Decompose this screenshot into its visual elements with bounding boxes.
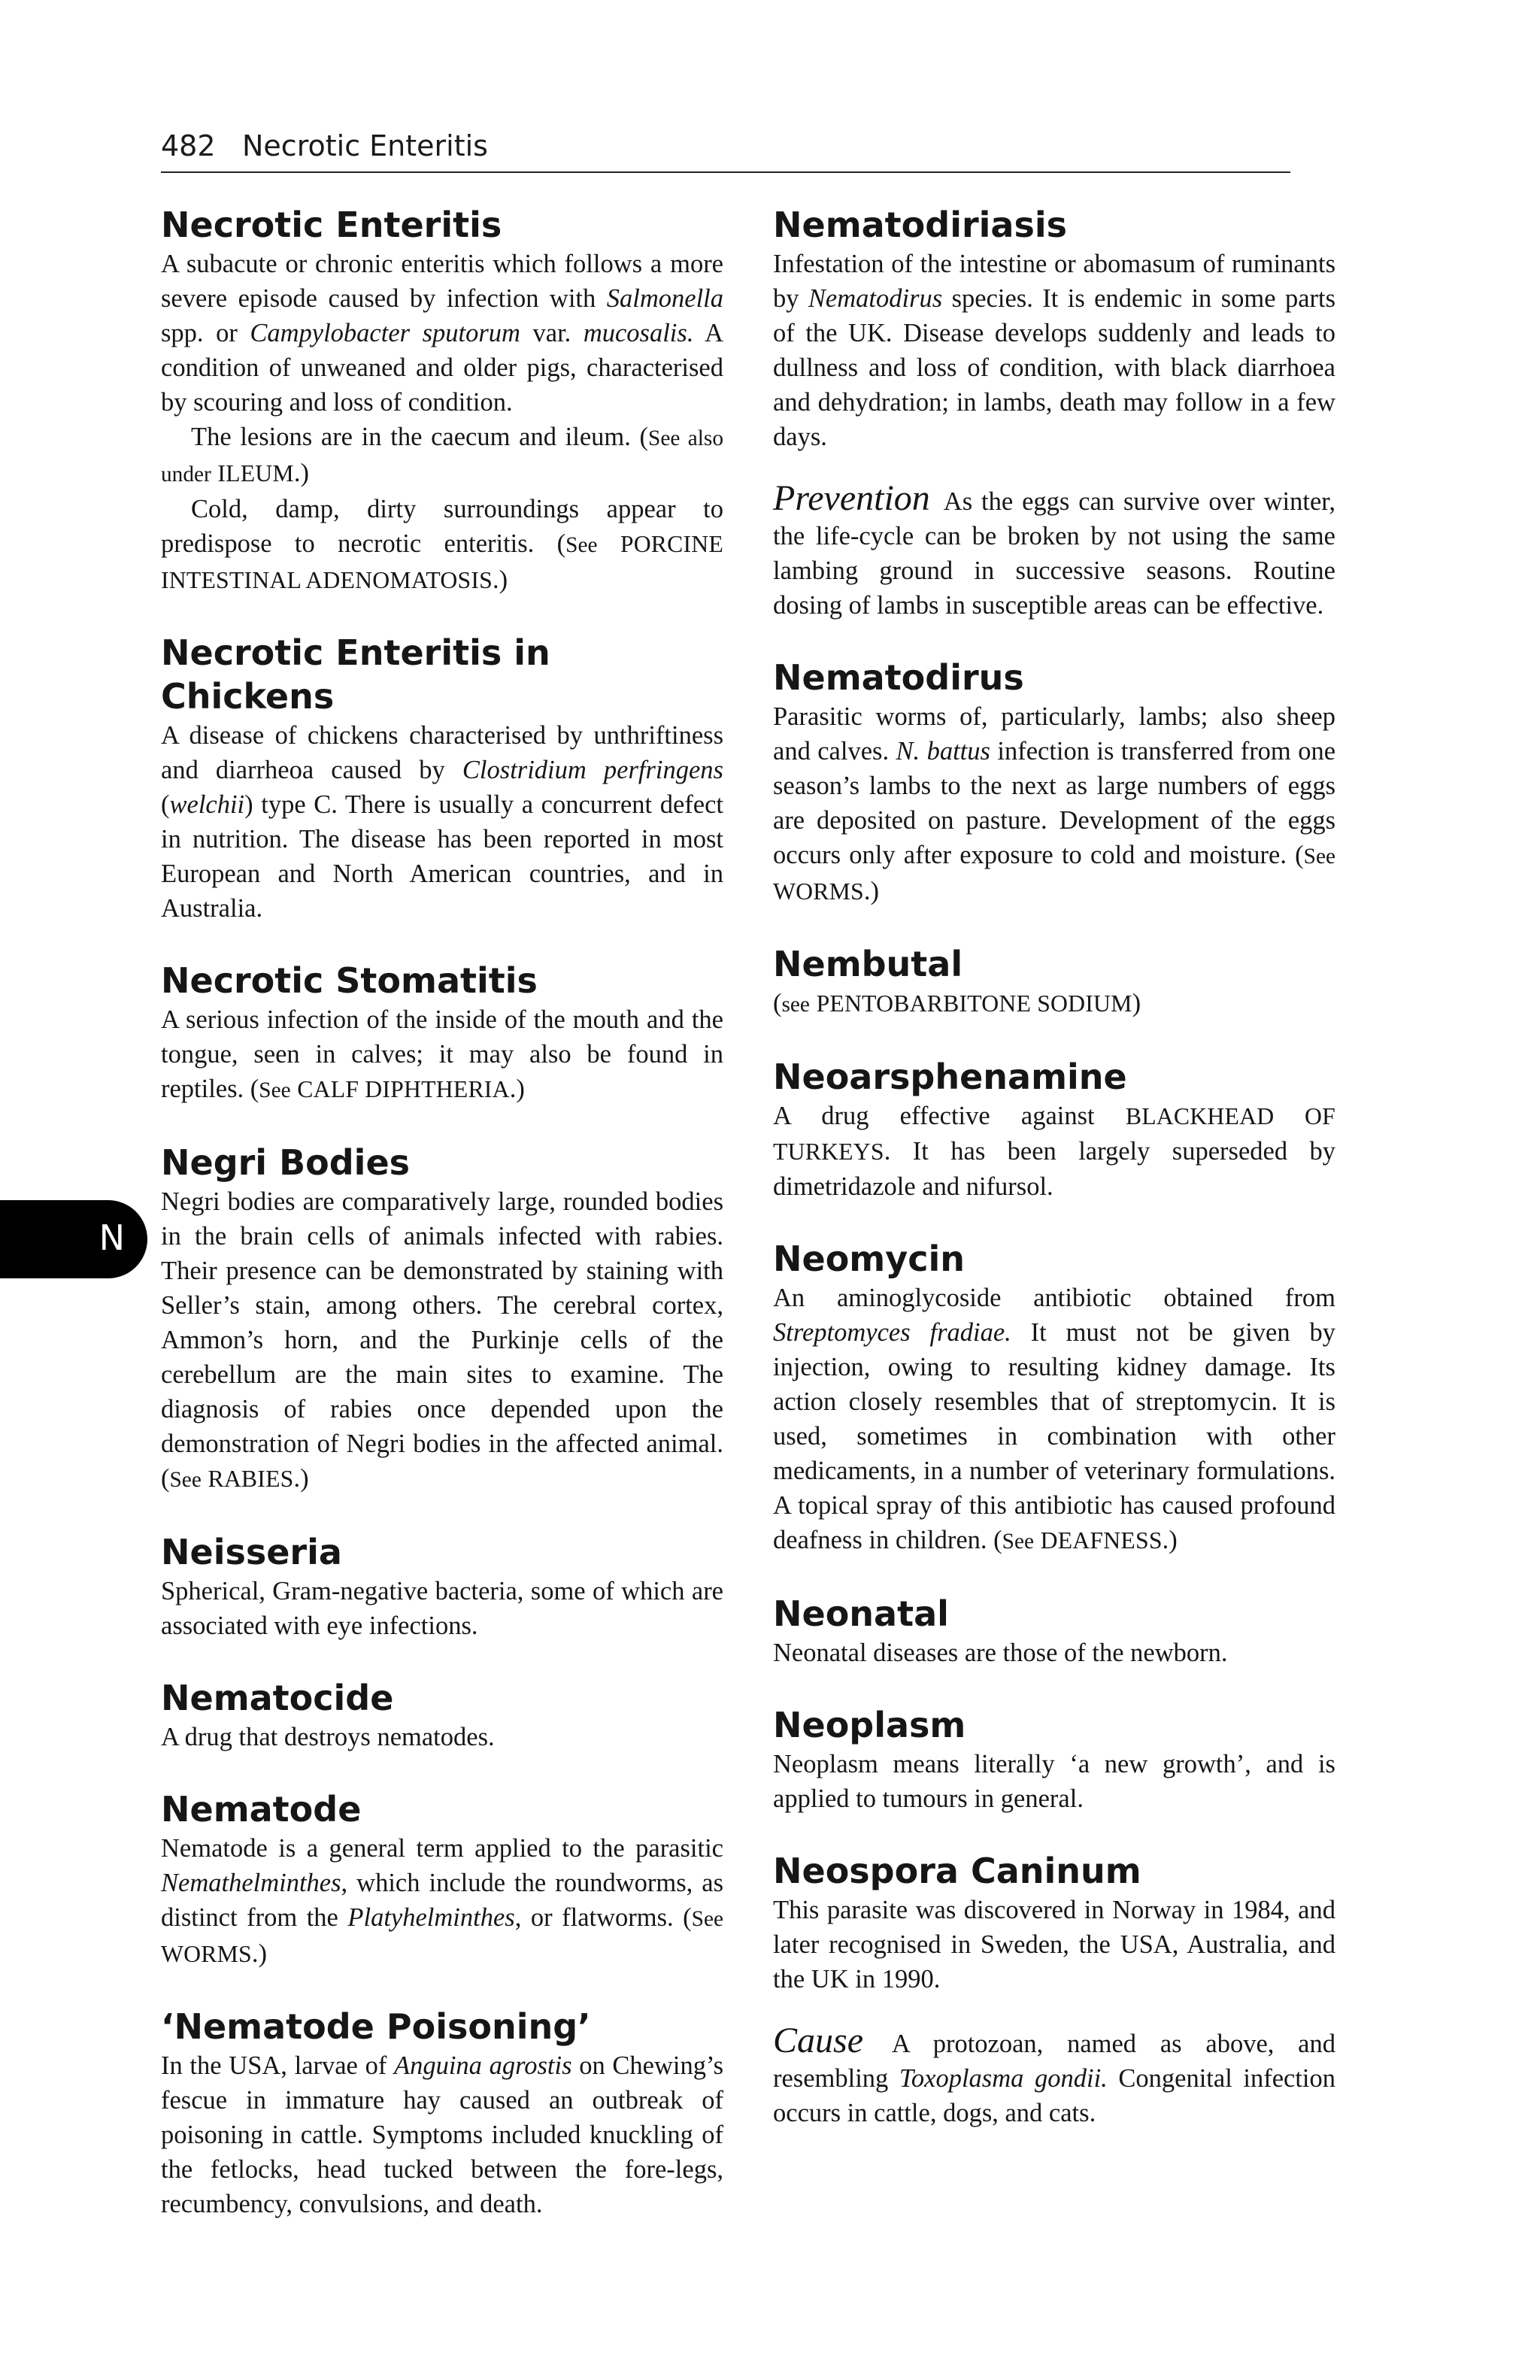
text: A serious infection of the inside of the mouth and the tongue, seen in calves; it may also be found in reptiles. (	[161, 1005, 723, 1103]
text: var.	[520, 319, 584, 347]
text: .)	[509, 1075, 525, 1103]
text: .)	[251, 1939, 268, 1968]
entry-body	[161, 1184, 723, 1497]
cross-reference: RABIES	[208, 1466, 294, 1492]
text: In the USA, larvae of	[161, 2051, 394, 2080]
cross-reference: PENTOBARBITONE SODIUM	[816, 990, 1132, 1017]
entry-body	[161, 420, 723, 492]
text: As the eggs can survive over winter, the life-cycle can be broken by not using the same lambing ground in successive seasons. Routine dosing of lambs in susceptible areas can be effective.	[773, 487, 1335, 620]
entry-heading: Nematodirus	[773, 657, 1024, 698]
italic-text: Campylobacter sputorum	[250, 319, 520, 347]
text: A disease of chickens characterised by unthriftiness and diarrheoa caused by	[161, 721, 723, 784]
italic-text: Nematodirus	[808, 284, 943, 313]
entry-body	[773, 247, 1335, 454]
entry-body	[773, 1281, 1335, 1559]
see-label: see	[781, 993, 810, 1017]
text: .)	[293, 1464, 309, 1493]
text: , which include the roundworms, as distinct from the	[161, 1869, 723, 1932]
entry-heading: Nematocide	[161, 1678, 394, 1718]
text: Cold, damp, dirty surroundings appear to predispose to necrotic enteritis. (	[161, 495, 723, 558]
entry-neoplasm	[773, 1703, 1335, 1816]
italic-text: Nemathelminthes	[161, 1869, 341, 1897]
text: species. It is endemic in some parts of the UK. Disease develops suddenly and leads to dullness and loss of condition, with black diarrhoea and dehydration; in lambs, death may follow in a few days.	[773, 284, 1336, 451]
see-label: See	[691, 1907, 723, 1931]
text: , or flatworms. (	[514, 1903, 692, 1932]
entry-body	[773, 1099, 1335, 1204]
text: A condition of unweaned and older pigs, characterised by scouring and loss of condition.	[161, 319, 723, 417]
entry-heading: Neonatal	[773, 1593, 949, 1634]
text: . It has been largely superseded by dimetridazole and nifursol.	[773, 1137, 1335, 1201]
entry-nembutal	[773, 942, 1335, 1022]
entry-heading: Nembutal	[773, 944, 963, 984]
text: )	[1132, 989, 1141, 1017]
text: infection is transferred from one season’s lambs to the next as large numbers of eggs are deposited on pasture. Development of the eggs occurs only after exposure to cold and moisture. (	[773, 737, 1336, 869]
entry-nematodiriasis	[773, 203, 1335, 623]
entry-heading: Neoarsphenamine	[773, 1057, 1127, 1097]
thumb-index-letter: N	[99, 1217, 125, 1258]
entry-body: Neoplasm means literally ‘a new growth’, and is applied to tumours in general.	[773, 1750, 1335, 1813]
entry-neonatal	[773, 1592, 1335, 1670]
entry-heading: Necrotic Enteritis in Chickens	[161, 632, 550, 717]
see-label: See also under	[161, 426, 723, 487]
text: .)	[863, 877, 880, 905]
entry-nematode	[161, 1787, 723, 1972]
entry-neisseria	[161, 1530, 723, 1643]
italic-text: Salmonella	[606, 284, 723, 313]
left-column	[161, 203, 723, 2221]
thumb-index-tab	[0, 1200, 147, 1278]
cross-reference: CALF DIPHTHERIA	[297, 1076, 510, 1102]
entry-heading: Neospora Caninum	[773, 1851, 1141, 1891]
text: .)	[293, 459, 309, 487]
see-label: See	[169, 1468, 202, 1492]
entry-necrotic-enteritis	[161, 203, 723, 598]
run-in-heading: Prevention	[773, 478, 930, 518]
text: (	[773, 989, 782, 1017]
italic-text: Toxoplasma gondii.	[899, 2064, 1108, 2093]
entry-heading: Neomycin	[773, 1239, 965, 1279]
text: A subacute or chronic enteritis which follows a more severe episode caused by infection with	[161, 250, 723, 313]
italic-text: Platyhelminthes	[347, 1903, 515, 1932]
cross-reference: WORMS	[773, 878, 864, 905]
text: Congenital infection occurs in cattle, dogs, and cats.	[773, 2064, 1335, 2127]
entry-body	[161, 2048, 723, 2221]
entry-necrotic-enteritis-chickens	[161, 631, 723, 926]
entry-nematode-poisoning	[161, 2005, 723, 2221]
text: spp. or	[161, 319, 250, 347]
entry-body: Spherical, Gram-negative bacteria, some of which are associated with eye infections.	[161, 1577, 723, 1640]
entry-body: Neonatal diseases are those of the newborn.	[773, 1639, 1228, 1667]
run-in-heading: Cause	[773, 2021, 863, 2060]
text: A drug effective against	[773, 1102, 1126, 1130]
entry-necrotic-stomatitis	[161, 959, 723, 1108]
text: A protozoan, named as above, and resembling	[773, 2030, 1335, 2093]
entry-body: This parasite was discovered in Norway in 1984, and later recognised in Sweden, the USA, Australia, and the UK in 1990.	[773, 1896, 1335, 1993]
see-label: See	[565, 533, 598, 557]
entry-body	[161, 1002, 723, 1108]
entry-neospora-caninum	[773, 1849, 1335, 2130]
entry-nematodirus	[773, 656, 1335, 909]
entry-heading: Nematode	[161, 1789, 362, 1830]
text: (	[161, 790, 170, 819]
entry-neomycin	[773, 1237, 1335, 1559]
entry-negri-bodies	[161, 1141, 723, 1497]
entry-subsection	[773, 478, 1335, 623]
italic-text: Streptomyces fradiae.	[773, 1318, 1011, 1347]
entry-heading: ‘Nematode Poisoning’	[161, 2006, 591, 2047]
entry-nematocide	[161, 1676, 723, 1754]
entry-body	[161, 1831, 723, 1972]
entry-heading: Neisseria	[161, 1532, 342, 1572]
text: Parasitic worms of, particularly, lambs; also sheep and calves.	[773, 702, 1335, 766]
text: ) type C. There is usually a concurrent defect in nutrition. The disease has been reported in most European and North American countries, and in Australia.	[161, 790, 723, 923]
text: Infestation of the intestine or abomasum of ruminants by	[773, 250, 1335, 313]
italic-text: welchii	[169, 790, 245, 819]
see-label: See	[259, 1078, 291, 1102]
text: on Chewing’s fescue in immature hay caused an outbreak of poisoning in cattle. Symptoms included knuckling of the fetlocks, head tucked between the fore-legs, recumbency, convulsions, and death.	[161, 2051, 724, 2218]
italic-text: Clostridium perfringens	[462, 756, 723, 784]
italic-text: mucosalis.	[583, 319, 694, 347]
see-label: See	[1303, 844, 1335, 869]
entry-body: A drug that destroys nematodes.	[161, 1723, 495, 1751]
running-title: Necrotic Enteritis	[242, 129, 488, 162]
text: .)	[492, 565, 508, 594]
cross-reference: DEAFNESS	[1040, 1527, 1163, 1554]
text: It must not be given by injection, owing to resulting kidney damage. Its action closely resembles that of streptomycin. It is used, sometimes in combination with other medicaments, in a number of veterinary formulations. A topical spray of this antibiotic has caused profound deafness in children. (	[773, 1318, 1335, 1554]
text: .)	[1162, 1526, 1178, 1554]
cross-reference: WORMS	[161, 1941, 252, 1967]
entry-body	[161, 247, 723, 420]
running-header	[161, 125, 1290, 173]
entry-body	[161, 718, 723, 926]
page-number: 482	[161, 129, 216, 162]
entry-body	[773, 699, 1335, 909]
entry-body	[773, 986, 1335, 1022]
entry-neoarsphenamine	[773, 1055, 1335, 1204]
entry-subsection	[773, 2021, 1335, 2130]
cross-reference: ILEUM	[217, 460, 294, 487]
text: The lesions are in the caecum and ileum. (	[191, 423, 649, 451]
text: Nematode is a general term applied to the parasitic	[161, 1834, 723, 1863]
entry-heading: Necrotic Enteritis	[161, 205, 502, 245]
entry-body	[161, 492, 723, 598]
cross-reference: BLACKHEAD OF TURKEYS	[773, 1103, 1335, 1165]
cross-reference: PORCINE INTESTINAL ADENOMATOSIS	[161, 531, 724, 593]
see-label: See	[1002, 1530, 1034, 1554]
italic-text: Anguina agrostis	[394, 2051, 572, 2080]
entry-heading: Negri Bodies	[161, 1142, 411, 1183]
entry-heading: Nematodiriasis	[773, 205, 1067, 245]
text: An aminoglycoside antibiotic obtained from	[773, 1284, 1335, 1312]
right-column	[773, 203, 1335, 2130]
entry-heading: Neoplasm	[773, 1705, 966, 1745]
text: Negri bodies are comparatively large, rounded bodies in the brain cells of animals infected with rabies. Their presence can be demonstrated by staining with Seller’s stain, among others. The cerebral cortex, Ammon’s horn, and the Purkinje cells of the cerebellum are the main sites to examine. The diagnosis of rabies once depended upon the demonstration of Negri bodies in the affected animal. (	[161, 1187, 723, 1493]
entry-heading: Necrotic Stomatitis	[161, 960, 538, 1001]
italic-text: N. battus	[896, 737, 990, 766]
